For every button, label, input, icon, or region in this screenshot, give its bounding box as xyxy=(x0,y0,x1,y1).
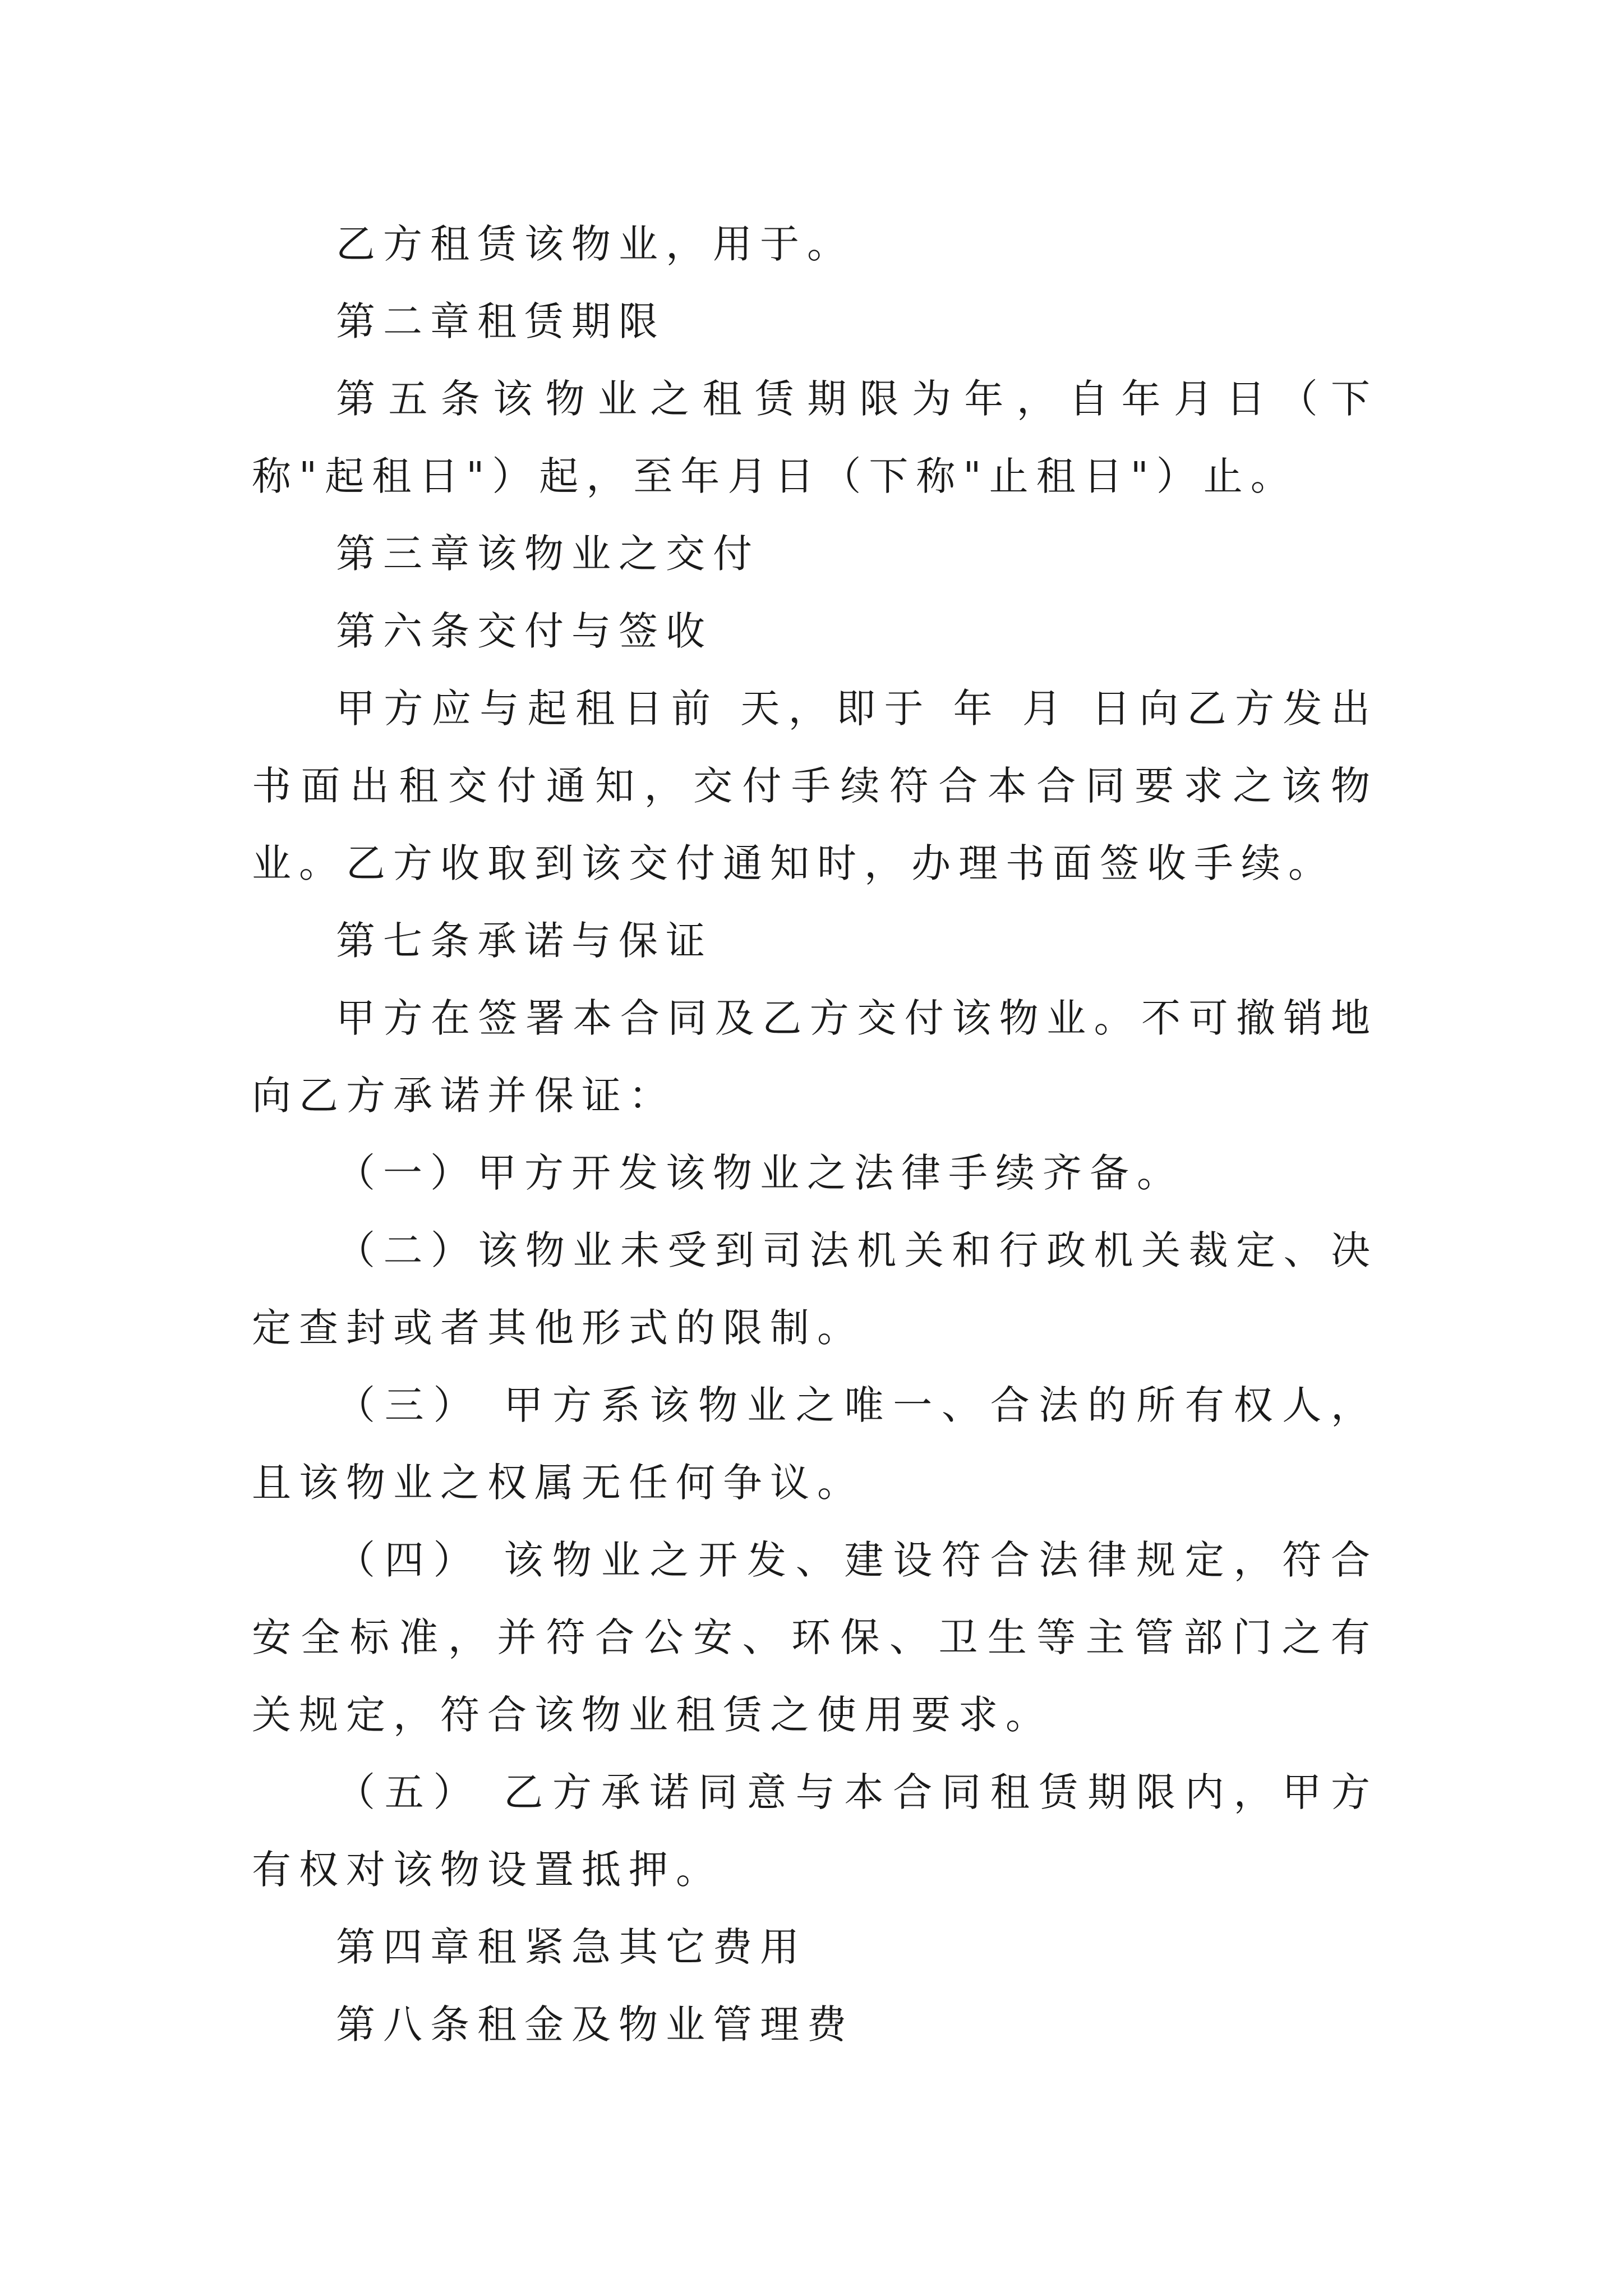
article-7-item-4: （四） 该物业之开发、建设符合法律规定，符合安全标准，并符合公安、环保、卫生等主管部门之有关规定，符合该物业租赁之使用要求。 xyxy=(252,1537,1378,1738)
article-5: 第五条该物业之租赁期限为年，自年月日（下称"起租日"）起，至年月日（下称"止租日"）止。 xyxy=(252,376,1378,499)
article-6-body: 甲方应与起租日前 天，即于 年 月 日向乙方发出书面出租交付通知，交付手续符合本合同要求之该物业。乙方收取到该交付通知时，办理书面签收手续。 xyxy=(252,685,1378,886)
article-7-item-3: （三） 甲方系该物业之唯一、合法的所有权人，且该物业之权属无任何争议。 xyxy=(252,1382,1378,1506)
article-8-heading: 第八条租金及物业管理费 xyxy=(336,2001,854,2047)
article-6-heading: 第六条交付与签收 xyxy=(336,608,713,654)
chapter-heading-3: 第三章该物业之交付 xyxy=(336,531,760,577)
chapter-heading-2: 第二章租赁期限 xyxy=(336,298,666,344)
article-7-item-5: （五） 乙方承诺同意与本合同租赁期限内，甲方有权对该物设置抵押。 xyxy=(252,1769,1378,1893)
paragraph-lease-use: 乙方租赁该物业，用于。 xyxy=(336,221,854,267)
chapter-heading-4: 第四章租紧急其它费用 xyxy=(336,1924,807,1970)
article-7-intro: 甲方在签署本合同及乙方交付该物业。不可撤销地向乙方承诺并保证： xyxy=(252,995,1378,1119)
article-7-item-1: （一）甲方开发该物业之法律手续齐备。 xyxy=(336,1150,1184,1196)
document-body xyxy=(252,205,1378,2063)
article-7-item-2: （二）该物业未受到司法机关和行政机关裁定、决定查封或者其他形式的限制。 xyxy=(252,1227,1378,1351)
article-7-heading: 第七条承诺与保证 xyxy=(336,918,713,964)
